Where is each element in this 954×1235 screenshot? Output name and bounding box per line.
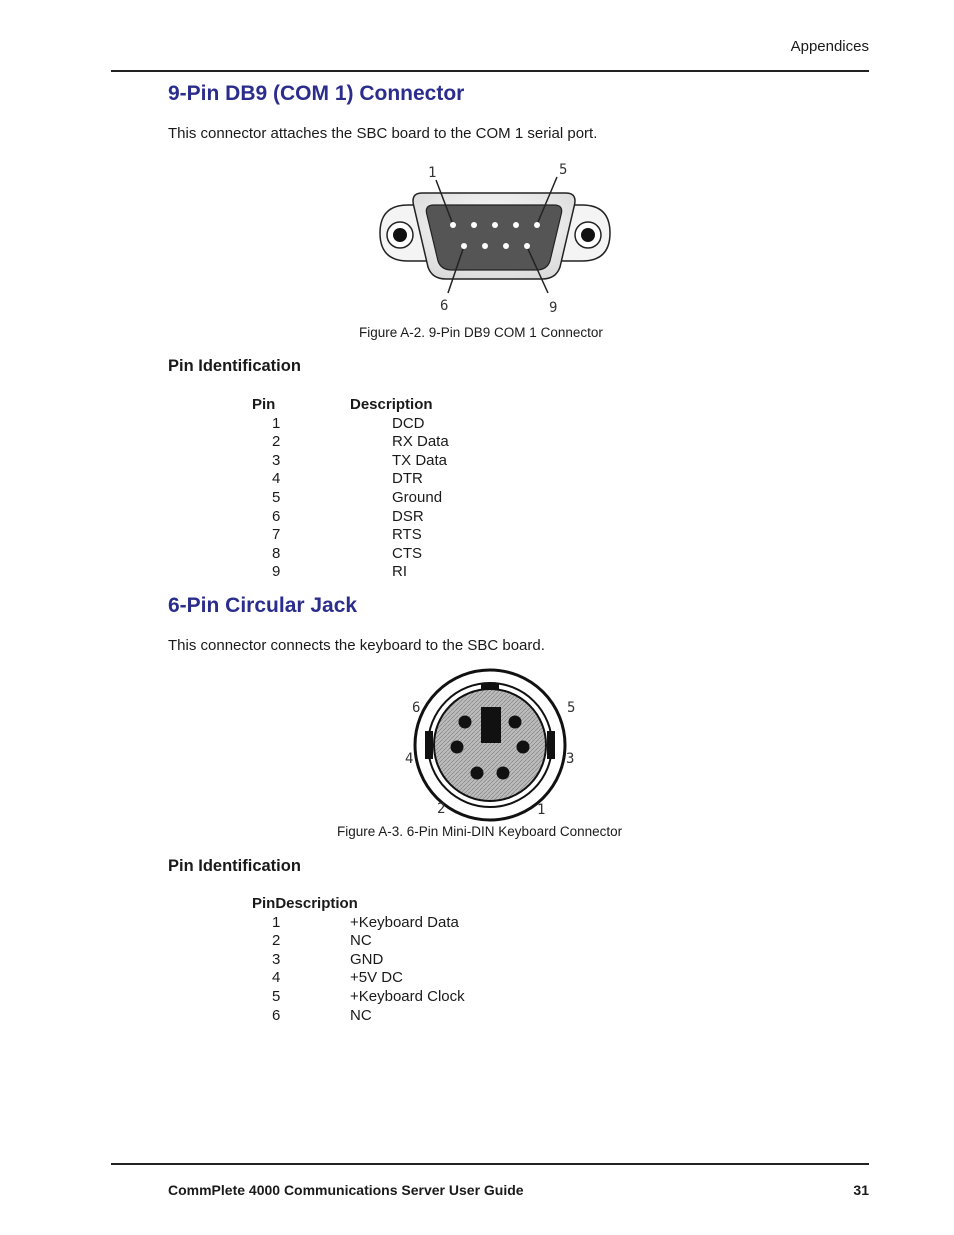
pin-number: 7 <box>272 526 281 544</box>
running-header: Appendices <box>790 38 869 55</box>
pin-number: 1 <box>272 414 281 432</box>
section-intro-circular-jack: This connector connects the keyboard to the SBC board. <box>168 637 545 654</box>
table-row <box>252 508 512 527</box>
mini-din-pin-1 <box>497 767 510 780</box>
pin-description: DSR <box>392 507 424 525</box>
db9-pin-4 <box>513 222 519 228</box>
db9-pin-9 <box>524 243 530 249</box>
pin-number: 6 <box>272 507 281 525</box>
db9-pin-7 <box>482 243 488 249</box>
mini-din-side-flat-left <box>425 731 433 759</box>
pin-number: 1 <box>272 913 281 931</box>
col-header-pin: Pin <box>252 396 276 413</box>
section-title-circular-jack: 6-Pin Circular Jack <box>168 594 358 617</box>
table-row <box>252 470 512 489</box>
header-rule <box>111 70 869 72</box>
figure-caption-mini-din: Figure A-3. 6-Pin Mini-DIN Keyboard Connector <box>337 824 623 839</box>
db9-pin-3 <box>492 222 498 228</box>
pin-number: 4 <box>272 470 281 488</box>
mini-din-pin-6 <box>459 716 472 729</box>
mini-din-label-5: 5 <box>567 700 576 716</box>
figure-caption-db9: Figure A-2. 9-Pin DB9 COM 1 Connector <box>359 325 603 340</box>
mini-din-label-2: 2 <box>437 801 446 817</box>
table-row <box>252 415 512 434</box>
pin-description: DTR <box>392 470 423 488</box>
pin-description: CTS <box>392 544 422 562</box>
pin-description: +5V DC <box>350 969 403 987</box>
mini-din-pin-2 <box>471 767 484 780</box>
table-row <box>252 545 512 564</box>
screw-hole-left <box>387 222 413 248</box>
db9-pin-6 <box>461 243 467 249</box>
page-number: 31 <box>853 1182 869 1198</box>
col-header-pin-description: PinDescription <box>252 895 358 912</box>
db9-pin-2 <box>471 222 477 228</box>
db9-label-1: 1 <box>428 165 437 181</box>
pin-table-db9 <box>252 396 512 582</box>
table-row <box>252 988 512 1007</box>
pin-description: TX Data <box>392 451 448 469</box>
mini-din-pin-5 <box>509 716 522 729</box>
section-title-db9: 9-Pin DB9 (COM 1) Connector <box>168 82 465 105</box>
table-row <box>252 951 512 970</box>
pin-number: 3 <box>272 451 281 469</box>
pin-number: 9 <box>272 563 281 581</box>
pin-description: DCD <box>392 414 425 432</box>
pin-description: RX Data <box>392 433 449 451</box>
db9-connector-figure <box>370 155 620 320</box>
table-row <box>252 969 512 988</box>
mini-din-insulator <box>434 689 546 801</box>
pin-description: GND <box>350 950 384 968</box>
table-row <box>252 489 512 508</box>
pin-description: +Keyboard Data <box>350 913 459 931</box>
mini-din-pin-4 <box>451 741 464 754</box>
db9-pin-8 <box>503 243 509 249</box>
table-row <box>252 433 512 452</box>
mini-din-label-1: 1 <box>537 802 546 818</box>
col-header-description: Description <box>350 396 433 413</box>
db9-pin-1 <box>450 222 456 228</box>
table-row <box>252 526 512 545</box>
mini-din-label-6: 6 <box>412 700 421 716</box>
db9-label-6: 6 <box>440 298 449 314</box>
table-row <box>252 1007 512 1026</box>
pin-number: 5 <box>272 987 281 1005</box>
screw-hole-right <box>575 222 601 248</box>
pin-number: 4 <box>272 969 281 987</box>
section-intro-db9: This connector attaches the SBC board to the COM 1 serial port. <box>168 125 598 142</box>
pin-id-heading-db9: Pin Identification <box>168 357 301 375</box>
footer-title: CommPlete 4000 Communications Server User Guide <box>168 1182 524 1198</box>
mini-din-connector-figure <box>395 667 595 822</box>
pin-description: Ground <box>392 488 443 506</box>
pin-number: 2 <box>272 932 281 950</box>
mini-din-side-flat-right <box>547 731 555 759</box>
mini-din-pin-3 <box>517 741 530 754</box>
pin-description: NC <box>350 932 372 950</box>
pin-number: 6 <box>272 1006 281 1024</box>
footer-rule <box>111 1163 869 1165</box>
table-row <box>252 452 512 471</box>
db9-pin-5 <box>534 222 540 228</box>
mini-din-label-4: 4 <box>405 751 414 767</box>
pin-number: 5 <box>272 488 281 506</box>
pin-table-header <box>252 895 512 914</box>
db9-label-9: 9 <box>549 300 558 316</box>
pin-number: 8 <box>272 544 281 562</box>
mini-din-label-3: 3 <box>566 751 575 767</box>
table-row <box>252 563 512 582</box>
pin-id-heading-mini-din: Pin Identification <box>168 857 301 875</box>
pin-description: RTS <box>392 526 422 544</box>
pin-number: 2 <box>272 433 281 451</box>
db9-label-5: 5 <box>559 162 568 178</box>
pin-description: +Keyboard Clock <box>350 987 465 1005</box>
pin-description: NC <box>350 1006 372 1024</box>
pin-table-mini-din <box>252 895 512 1025</box>
pin-table-header <box>252 396 512 415</box>
table-row <box>252 932 512 951</box>
pin-number: 3 <box>272 950 281 968</box>
mini-din-center-key <box>481 707 501 743</box>
table-row <box>252 914 512 933</box>
pin-description: RI <box>392 563 407 581</box>
